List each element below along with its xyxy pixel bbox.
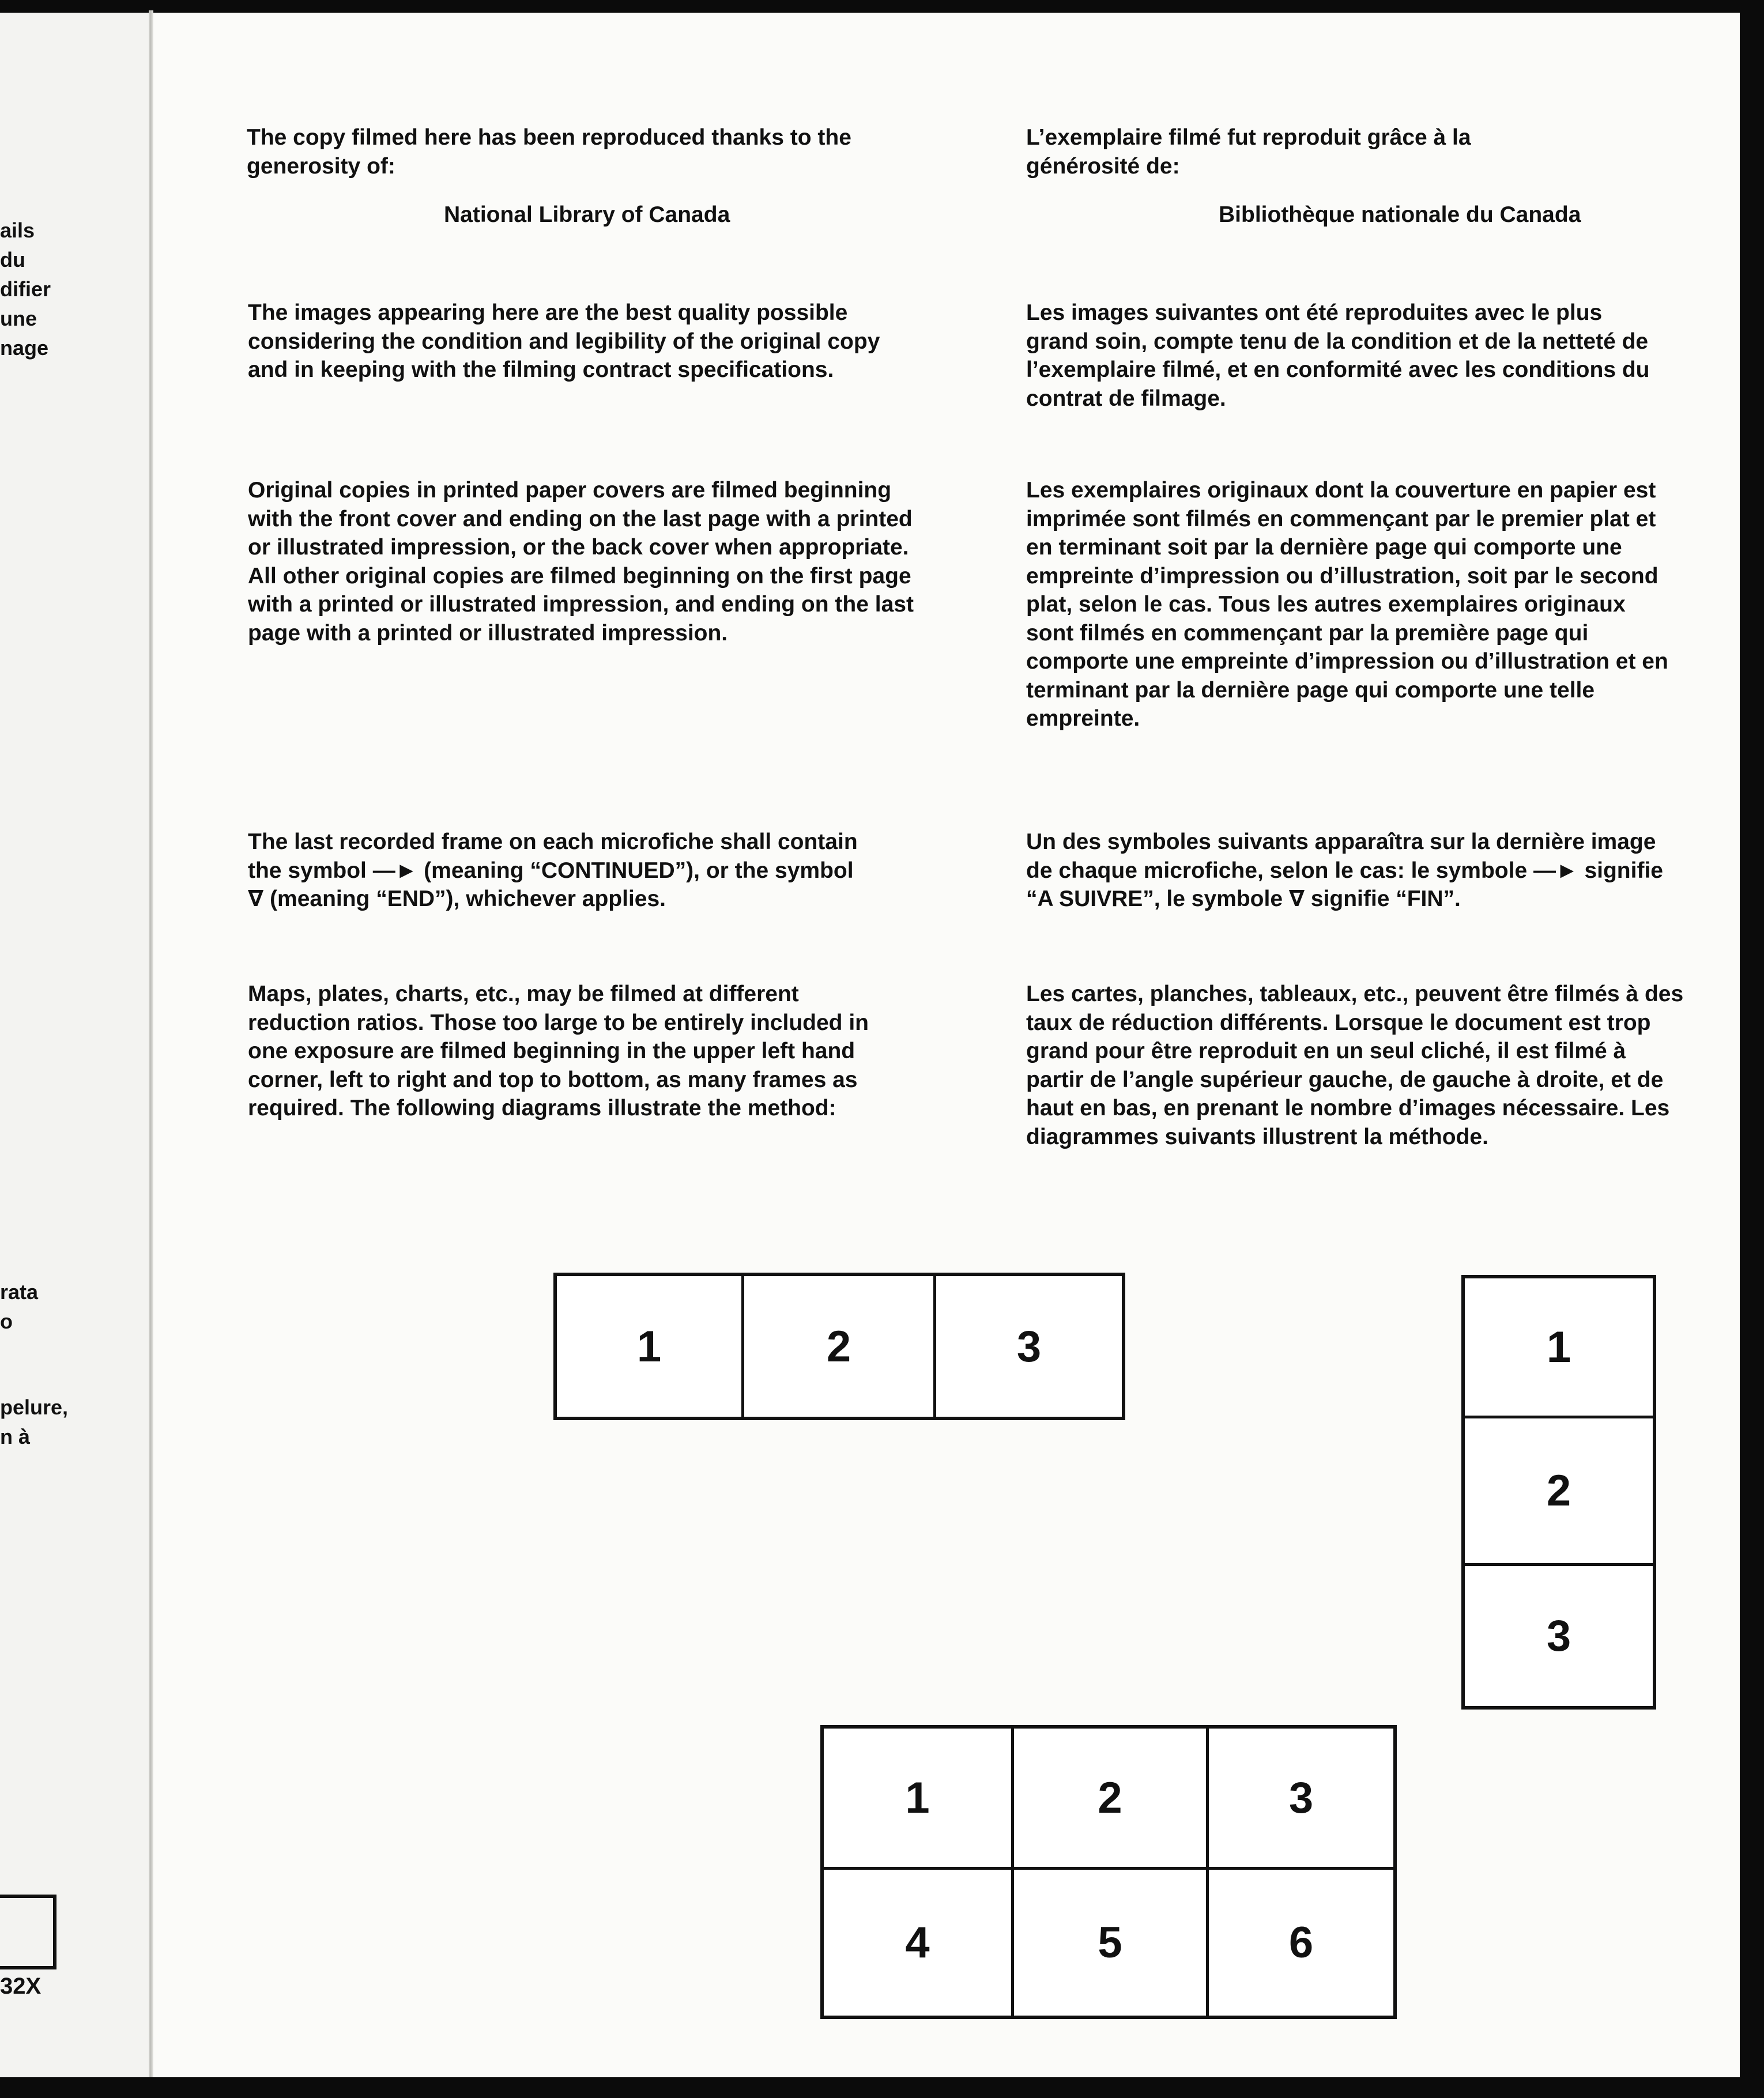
frame-cell: 1: [557, 1276, 744, 1417]
french-covers-statement: Les exemplaires originaux dont la couverture en papier est imprimée sont filmés en commençant par le premier plat et en terminant soit par la dernière page qui comporte une empreinte d’impression ou d’illustration, soit par le second plat, selon le cas. Tous les autres exemplaires originaux sont filmés en commençant par la première page qui comporte une empreinte d’impression ou d’illustration et en terminant par la dernière page qui comporte une telle empreinte.: [1026, 478, 1668, 731]
symbols-text: Un des symboles suivants apparaîtra sur la dernière image de chaque microfiche, selon le cas: le symbole: [1026, 829, 1656, 883]
symbols-text: (meaning “END”), whichever applies.: [263, 886, 666, 911]
scan-border-right: [1740, 0, 1764, 2098]
arrow-right-icon: —►: [1533, 858, 1578, 883]
diagram-vertical-frames: [1461, 1275, 1656, 1710]
english-maps-statement: Maps, plates, charts, etc., may be filmed at different reduction ratios. Those too large to be entirely included in one exposure are filmed beginning in the upper left hand corner, left to right and top to bottom, as many frames as required. The following diagrams illustrate the method:: [248, 982, 869, 1120]
symbols-text: signifie “A SUIVRE”, le symbole: [1026, 858, 1663, 911]
english-covers-statement: Original copies in printed paper covers are filmed beginning with the front cover and ending on the last page with a printed or illustrated impression, or the back cover when appropriate. All other original copies are filmed beginning on the first page with a printed or illustrated impression, and ending on the last page with a printed or illustrated impression.: [248, 478, 914, 646]
reduction-scale-box: [0, 1895, 56, 1969]
scan-border-top: [0, 0, 1764, 13]
margin-fragment: une: [0, 307, 37, 330]
symbols-text: The last recorded frame on each microfiche shall contain the symbol: [248, 829, 858, 883]
previous-page-strip: [0, 13, 149, 2077]
frame-cell: 1: [1465, 1278, 1653, 1418]
margin-fragment: pelure,: [0, 1395, 69, 1419]
margin-fragment: o: [0, 1310, 13, 1333]
english-credit-intro: The copy filmed here has been reproduced thanks to the generosity of:: [247, 125, 851, 179]
diagram-grid-frames: [820, 1725, 1397, 2019]
french-credit-intro: L’exemplaire filmé fut reproduit grâce à la générosité de:: [1026, 125, 1471, 179]
french-symbols-statement: [1026, 828, 1666, 914]
microfiche-target-page: [153, 13, 1740, 2077]
english-symbols-statement: [248, 828, 865, 914]
frame-cell: 3: [1209, 1729, 1393, 1870]
french-institution: Bibliothèque nationale du Canada: [1219, 202, 1581, 227]
french-quality-statement: Les images suivantes ont été reproduites avec le plus grand soin, compte tenu de la condition et de la netteté de l’exemplaire filmé, et en conformité avec les conditions du contrat de filmage.: [1026, 300, 1650, 411]
triangle-down-icon: ∇: [248, 886, 264, 911]
diagram-horizontal-frames: [553, 1273, 1125, 1420]
frame-cell: 2: [1014, 1729, 1209, 1870]
symbols-text: (meaning “CONTINUED”), or the symbol: [417, 858, 854, 883]
page-fold: [149, 10, 153, 2080]
reduction-scale-label: 32X: [0, 1974, 42, 1999]
frame-cell: 3: [1546, 1612, 1571, 1661]
triangle-down-icon: ∇: [1288, 886, 1305, 911]
frame-cell: 4: [824, 1870, 1014, 2016]
english-institution: National Library of Canada: [444, 202, 730, 227]
frame-cell: 6: [1288, 1918, 1314, 1967]
frame-cell: 5: [1014, 1870, 1209, 2016]
frame-cell: 2: [744, 1276, 936, 1417]
margin-fragment: n à: [0, 1425, 31, 1448]
margin-fragment: difier: [0, 277, 51, 301]
scan-border-bottom: [0, 2077, 1764, 2098]
french-maps-statement: Les cartes, planches, tableaux, etc., peuvent être filmés à des taux de réduction différents. Lorsque le document est trop grand pour être reproduit en un seul cliché, il est filmé à partir de l’angle supérieur gauche, de gauche à droite, et de haut en bas, en prenant le nombre d’images nécessaire. Les diagrammes suivants illustrent la méthode.: [1026, 982, 1684, 1149]
arrow-right-icon: —►: [372, 858, 418, 883]
frame-cell: 3: [1016, 1322, 1042, 1371]
margin-fragment: du: [0, 248, 25, 271]
symbols-text: signifie “FIN”.: [1305, 886, 1461, 911]
margin-fragment: ails: [0, 218, 35, 242]
english-quality-statement: The images appearing here are the best quality possible considering the condition and legibility of the original copy and in keeping with the filming contract specifications.: [248, 300, 880, 382]
margin-fragment: rata: [0, 1280, 39, 1304]
frame-cell: 2: [1465, 1418, 1653, 1566]
margin-fragment: nage: [0, 336, 49, 360]
frame-cell: 1: [824, 1729, 1014, 1870]
